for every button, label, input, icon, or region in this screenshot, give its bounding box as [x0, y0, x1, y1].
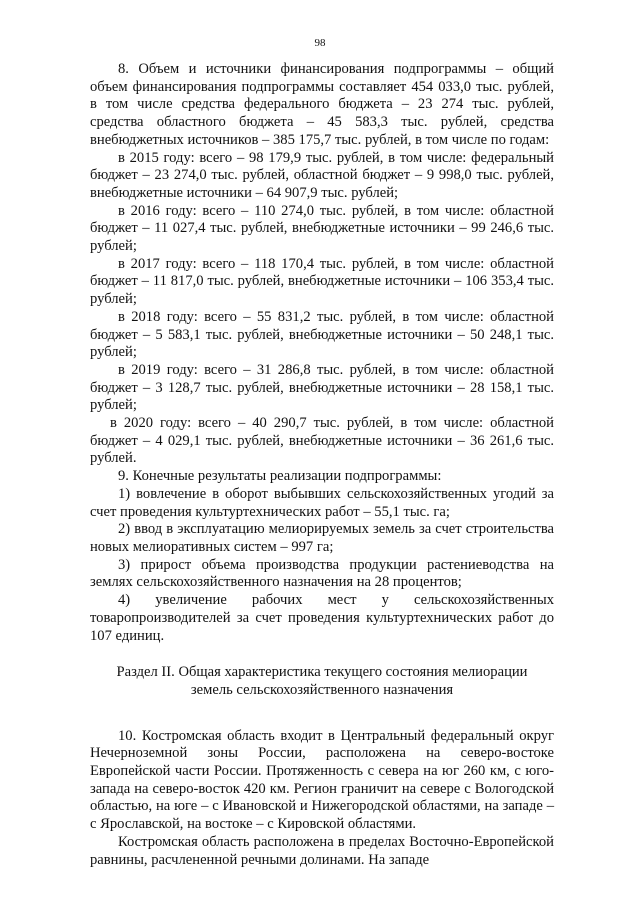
funding-year-2015: в 2015 году: всего – 98 179,9 тыс. рублей, в том числе: федеральный бюджет – 23 274,0 тыс. рублей, областной бюджет – 9 998,0 тыс. рублей, внебюджетные источники – 64 907,9 тыс. рублей; — [90, 149, 554, 201]
section-10-paragraph-2: Костромская область расположена в пределах Восточно-Европейской равнины, расчлененной речными долинами. На западе — [90, 833, 554, 868]
funding-year-2018: в 2018 году: всего – 55 831,2 тыс. рублей, в том числе: областной бюджет – 5 583,1 тыс. рублей, внебюджетные источники – 50 248,1 тыс. рублей; — [90, 308, 554, 361]
section-8-intro: 8. Объем и источники финансирования подпрограммы – общий объем финансирования подпрограммы составляет 454 033,0 тыс. рублей, в том числе средства федерального бюджета – 23 274 тыс. рублей, средства областного бюджета – 45 583,3 тыс. рублей, средства внебюджетных источников – 385 175,7 тыс. рублей, в том числе по годам: — [90, 61, 554, 148]
result-item-1: 1) вовлечение в оборот выбывших сельскохозяйственных угодий за счет проведения культуртехнических работ – 55,1 тыс. га; — [90, 485, 554, 520]
page-content — [90, 0, 554, 869]
section-2-heading — [90, 664, 554, 699]
section-2-heading-line-1: Раздел II. Общая характеристика текущего состояния мелиорации — [116, 664, 528, 681]
result-item-2: 2) ввод в эксплуатацию мелиорируемых земель за счет строительства новых мелиоративных систем – 997 га; — [90, 521, 554, 555]
funding-year-2020: в 2020 году: всего – 40 290,7 тыс. рублей, в том числе: областной бюджет – 4 029,1 тыс. рублей, внебюджетные источники – 36 261,6 тыс. рублей. — [90, 415, 554, 467]
funding-year-2016: в 2016 году: всего – 110 274,0 тыс. рублей, в том числе: областной бюджет – 11 027,4 тыс. рублей, внебюджетные источники – 99 246,6 тыс. рублей; — [90, 202, 554, 255]
funding-year-2019: в 2019 году: всего – 31 286,8 тыс. рублей, в том числе: областной бюджет – 3 128,7 тыс. рублей, внебюджетные источники – 28 158,1 тыс. рублей; — [90, 361, 554, 414]
result-item-4: 4) увеличение рабочих мест у сельскохозяйственных товаропроизводителей за счет проведения культуртехнических работ до 107 единиц. — [90, 592, 554, 644]
result-item-3: 3) прирост объема производства продукции растениеводства на землях сельскохозяйственного назначения на 28 процентов; — [90, 556, 554, 591]
page-number: 98 — [314, 37, 326, 49]
section-9-title: 9. Конечные результаты реализации подпрограммы: — [118, 468, 442, 485]
section-2-heading-line-2: земель сельскохозяйственного назначения — [190, 681, 454, 698]
funding-year-2017: в 2017 году: всего – 118 170,4 тыс. рублей, в том числе: областной бюджет – 11 817,0 тыс. рублей, внебюджетные источники – 106 353,4 тыс. рублей; — [90, 255, 554, 308]
section-10-paragraph-1: 10. Костромская область входит в Центральный федеральный округ Нечерноземной зоны России, расположена на северо-востоке Европейской части России. Протяженность с севера на юг 260 км, с юго-запада на северо-восток 420 км. Регион граничит на севере с Вологодской областью, на юге – с Ивановской и Нижегородской областями, на западе – с Ярославской, на востоке – с Кировской областями. — [90, 727, 554, 833]
